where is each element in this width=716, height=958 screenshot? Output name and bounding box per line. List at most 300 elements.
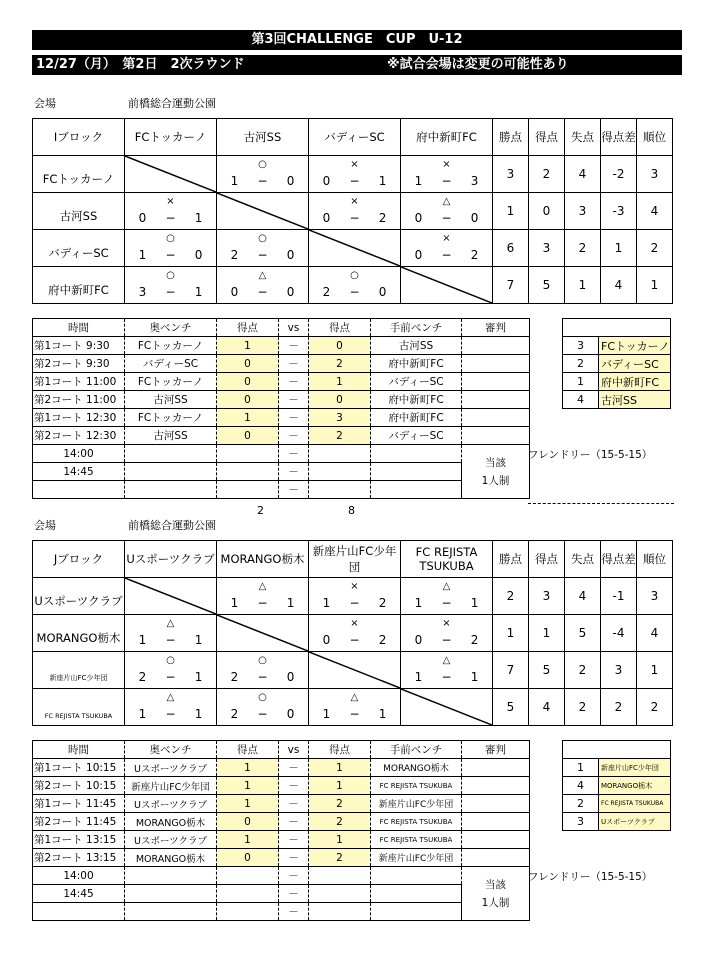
extra-home-score: [217, 867, 279, 885]
extra-away: [371, 885, 462, 903]
score-against: 2: [470, 633, 479, 647]
match-result-cell: [217, 689, 309, 726]
match-time: 第2コート 9:30: [33, 355, 125, 373]
extra-home: [125, 885, 217, 903]
rank-number: 4: [563, 391, 599, 409]
score: [401, 212, 492, 224]
score-dash: −: [257, 596, 268, 610]
home-team: Uスポーツクラブ: [125, 759, 217, 777]
match-row: [33, 373, 530, 391]
score: [125, 286, 216, 298]
home-score: 1: [217, 795, 279, 813]
referee: [462, 427, 530, 445]
score-for: 0: [414, 633, 423, 647]
score-against: 0: [470, 211, 479, 225]
extra-row: [33, 903, 530, 921]
stat-header: 勝点: [493, 541, 529, 578]
schedule-table: [32, 318, 530, 499]
team-row-name: MORANGO栃木: [33, 615, 125, 652]
extra-row: [33, 885, 530, 903]
extra-vs: －: [279, 481, 309, 499]
score-against: 3: [470, 174, 479, 188]
home-team: FCトッカーノ: [125, 409, 217, 427]
referee: [462, 795, 530, 813]
score: [401, 634, 492, 646]
score: [125, 634, 216, 646]
result-symbol: △: [442, 655, 451, 666]
score-for: 1: [138, 633, 147, 647]
score-against: 1: [286, 596, 295, 610]
match-result-cell: [217, 652, 309, 689]
diagonal-line: [217, 615, 308, 651]
stat-value: 2: [601, 689, 637, 726]
team-row-name: FCトッカーノ: [33, 156, 125, 193]
away-score: 0: [309, 337, 371, 355]
home-team: Uスポーツクラブ: [125, 831, 217, 849]
extra-away: [371, 481, 462, 499]
team-header: Uスポーツクラブ: [125, 541, 217, 578]
extra-home-score: [217, 885, 279, 903]
ranking-row: [563, 355, 671, 373]
score-against: 2: [378, 633, 387, 647]
extra-time: 14:45: [33, 885, 125, 903]
team-row-name: FC REJISTA TSUKUBA: [33, 689, 125, 726]
score-dash: −: [441, 248, 452, 262]
schedule-header: 奥ベンチ: [125, 319, 217, 337]
rank-team: 新座片山FC少年団: [599, 759, 671, 777]
stat-header: 得点差: [601, 541, 637, 578]
team-header: 新座片山FC少年団: [309, 541, 401, 578]
home-team: MORANGO栃木: [125, 849, 217, 867]
home-score: 1: [217, 777, 279, 795]
score-dash: −: [441, 670, 452, 684]
result-symbol: ×: [350, 159, 359, 170]
diagonal-line: [309, 652, 400, 688]
score-dash: −: [165, 248, 176, 262]
extra-time: [33, 481, 125, 499]
score-dash: −: [257, 285, 268, 299]
stat-value: 3: [637, 578, 673, 615]
match-result-cell: [125, 689, 217, 726]
diagonal-cell: [309, 652, 401, 689]
match-result-cell: [125, 615, 217, 652]
score-for: 2: [230, 670, 239, 684]
stat-value: 2: [493, 578, 529, 615]
result-symbol: ○: [166, 233, 175, 244]
home-score: 0: [217, 391, 279, 409]
schedule-table: [32, 740, 530, 921]
stat-value: 2: [637, 230, 673, 267]
stat-value: 6: [493, 230, 529, 267]
match-result-cell: [125, 652, 217, 689]
rank-number: 2: [563, 355, 599, 373]
score-for: 1: [230, 596, 239, 610]
stat-value: 1: [493, 193, 529, 230]
extra-row: [33, 445, 530, 463]
score-for: 1: [138, 248, 147, 262]
score-for: 2: [138, 670, 147, 684]
schedule-header: vs: [279, 319, 309, 337]
diagonal-line: [309, 230, 400, 266]
vs: －: [279, 813, 309, 831]
ranking-table: [562, 740, 671, 831]
score-for: 2: [230, 707, 239, 721]
result-symbol: ○: [258, 692, 267, 703]
match-time: 第1コート 11:45: [33, 795, 125, 813]
schedule-header: 得点: [217, 741, 279, 759]
away-team: 府中新町FC: [371, 409, 462, 427]
vs: －: [279, 777, 309, 795]
stat-value: 7: [493, 267, 529, 304]
rank-team: FC REJISTA TSUKUBA: [599, 795, 671, 813]
score-against: 0: [286, 174, 295, 188]
result-symbol: ○: [258, 655, 267, 666]
match-result-cell: [401, 652, 493, 689]
home-team: バディーSC: [125, 355, 217, 373]
home-team: 新座片山FC少年団: [125, 777, 217, 795]
away-score: 0: [309, 391, 371, 409]
team-row-name: 新座片山FC少年団: [33, 652, 125, 689]
note-ref: 当該: [485, 456, 506, 469]
match-time: 第1コート 11:00: [33, 373, 125, 391]
score-for: 1: [138, 707, 147, 721]
extra-row: [33, 463, 530, 481]
extra-away-score: [309, 463, 371, 481]
home-score: 1: [217, 337, 279, 355]
score-for: 0: [322, 174, 331, 188]
vs: －: [279, 391, 309, 409]
team-row-name: バディーSC: [33, 230, 125, 267]
away-score: 3: [309, 409, 371, 427]
ranking-row: [563, 813, 671, 831]
note-ref2: 1人制: [481, 896, 510, 909]
home-score: 0: [217, 373, 279, 391]
home-team: MORANGO栃木: [125, 813, 217, 831]
diagonal-line: [125, 578, 216, 614]
score-against: 0: [194, 248, 203, 262]
result-symbol: ×: [442, 159, 451, 170]
score-against: 1: [194, 633, 203, 647]
venue-label: 会場: [34, 97, 56, 110]
diagonal-cell: [309, 230, 401, 267]
block-name: Jブロック: [33, 541, 125, 578]
referee: [462, 759, 530, 777]
score-against: 1: [470, 596, 479, 610]
schedule-header: 得点: [217, 319, 279, 337]
ranking-row: [563, 337, 671, 355]
score: [401, 597, 492, 609]
result-symbol: △: [442, 581, 451, 592]
stat-value: 2: [637, 689, 673, 726]
score: [401, 671, 492, 683]
score: [125, 671, 216, 683]
score-against: 2: [378, 211, 387, 225]
referee: [462, 391, 530, 409]
match-row: [33, 813, 530, 831]
stat-value: 3: [637, 156, 673, 193]
extra-vs: －: [279, 903, 309, 921]
away-team: MORANGO栃木: [371, 759, 462, 777]
team-header: バディーSC: [309, 119, 401, 156]
stat-value: -1: [601, 578, 637, 615]
stat-value: 4: [601, 267, 637, 304]
result-symbol: ×: [350, 196, 359, 207]
referee: [462, 409, 530, 427]
away-score: 2: [309, 849, 371, 867]
away-score: 2: [309, 355, 371, 373]
rank-number: 3: [563, 813, 599, 831]
score-for: 3: [138, 285, 147, 299]
score-against: 1: [194, 285, 203, 299]
result-symbol: ○: [258, 233, 267, 244]
away-team: FC REJISTA TSUKUBA: [371, 777, 462, 795]
vs: －: [279, 831, 309, 849]
match-row: [33, 409, 530, 427]
rank-team: FCトッカーノ: [599, 337, 671, 355]
stat-header: 得点: [529, 541, 565, 578]
extra-away-score: [309, 481, 371, 499]
stat-value: 4: [565, 156, 601, 193]
extra-time: 14:00: [33, 445, 125, 463]
venue-change-note: ※試合会場は変更の可能性あり: [387, 57, 569, 72]
extra-time: 14:00: [33, 867, 125, 885]
stat-value: 5: [529, 652, 565, 689]
diagonal-cell: [217, 615, 309, 652]
result-symbol: △: [166, 618, 175, 629]
stat-header: 得点: [529, 119, 565, 156]
stat-value: 1: [529, 615, 565, 652]
result-symbol: ×: [350, 581, 359, 592]
rank-team: 府中新町FC: [599, 373, 671, 391]
match-result-cell: [125, 267, 217, 304]
stat-header: 勝点: [493, 119, 529, 156]
match-time: 第2コート 10:15: [33, 777, 125, 795]
score-dash: −: [257, 707, 268, 721]
friendly-note: フレンドリー（15-5-15）: [528, 449, 653, 461]
stat-value: 2: [565, 230, 601, 267]
match-time: 第2コート 12:30: [33, 427, 125, 445]
score-for: 2: [322, 285, 331, 299]
score: [217, 708, 308, 720]
match-result-cell: [401, 156, 493, 193]
rank-number: 1: [563, 373, 599, 391]
team-header: FCトッカーノ: [125, 119, 217, 156]
block-name: Iブロック: [33, 119, 125, 156]
match-row: [33, 427, 530, 445]
stat-value: 3: [493, 156, 529, 193]
match-time: 第2コート 13:15: [33, 849, 125, 867]
rank-number: 1: [563, 759, 599, 777]
team-row-name: 府中新町FC: [33, 267, 125, 304]
stat-value: 3: [565, 193, 601, 230]
ranking-row: [563, 777, 671, 795]
rank-team: バディーSC: [599, 355, 671, 373]
home-team: 古河SS: [125, 427, 217, 445]
schedule-header: 得点: [309, 319, 371, 337]
score-for: 0: [322, 211, 331, 225]
score: [217, 286, 308, 298]
score-dash: −: [257, 248, 268, 262]
match-result-cell: [401, 615, 493, 652]
away-score: 1: [309, 831, 371, 849]
score: [217, 249, 308, 261]
schedule-header: vs: [279, 741, 309, 759]
stat-value: 3: [529, 578, 565, 615]
score: [309, 175, 400, 187]
result-symbol: △: [166, 692, 175, 703]
extra-home-score: [217, 463, 279, 481]
stat-value: 5: [565, 615, 601, 652]
home-score: 1: [217, 409, 279, 427]
score-dash: −: [165, 670, 176, 684]
stat-value: 1: [565, 267, 601, 304]
team-row-name: Uスポーツクラブ: [33, 578, 125, 615]
match-time: 第1コート 12:30: [33, 409, 125, 427]
score-dash: −: [257, 670, 268, 684]
diagonal-line: [401, 267, 492, 303]
diagonal-line: [401, 689, 492, 725]
date-round: 12/27（月） 第2日 2次ラウンド: [36, 57, 245, 72]
score-against: 1: [378, 174, 387, 188]
home-score: 0: [217, 355, 279, 373]
stat-value: 4: [565, 578, 601, 615]
extra-away-score: [309, 867, 371, 885]
stat-header: 順位: [637, 119, 673, 156]
venue-name: 前橋総合運動公園: [128, 519, 216, 532]
score: [217, 671, 308, 683]
away-team: FC REJISTA TSUKUBA: [371, 813, 462, 831]
stat-value: 5: [529, 267, 565, 304]
venue-label: 会場: [34, 519, 56, 532]
away-team: 府中新町FC: [371, 355, 462, 373]
ranking-table: [562, 318, 671, 409]
extra-home-score: [217, 481, 279, 499]
score-dash: −: [349, 174, 360, 188]
stat-value: 2: [565, 652, 601, 689]
match-row: [33, 795, 530, 813]
stat-value: 1: [637, 652, 673, 689]
away-team: FC REJISTA TSUKUBA: [371, 831, 462, 849]
extra-away-score: [309, 885, 371, 903]
extra-home: [125, 867, 217, 885]
schedule-header: 審判: [462, 741, 530, 759]
score-for: 0: [414, 211, 423, 225]
referee: [462, 355, 530, 373]
rank-number: 4: [563, 777, 599, 795]
home-team: Uスポーツクラブ: [125, 795, 217, 813]
score-for: 1: [414, 596, 423, 610]
ranking-row: [563, 391, 671, 409]
score-against: 0: [286, 285, 295, 299]
stat-value: 0: [529, 193, 565, 230]
stat-value: 1: [601, 230, 637, 267]
score: [125, 212, 216, 224]
extra-vs: －: [279, 445, 309, 463]
match-result-cell: [309, 267, 401, 304]
schedule-header: 手前ベンチ: [371, 741, 462, 759]
match-result-cell: [401, 230, 493, 267]
rank-team: MORANGO栃木: [599, 777, 671, 795]
referee: [462, 849, 530, 867]
referee: [462, 373, 530, 391]
note-ref: 当該: [485, 878, 506, 891]
extra-away: [371, 445, 462, 463]
rank-team: Uスポーツクラブ: [599, 813, 671, 831]
stat-value: -3: [601, 193, 637, 230]
score-against: 0: [286, 248, 295, 262]
away-team: 府中新町FC: [371, 391, 462, 409]
score-against: 1: [378, 707, 387, 721]
match-row: [33, 355, 530, 373]
result-symbol: ○: [166, 270, 175, 281]
home-score: 0: [217, 427, 279, 445]
referee-note: [462, 445, 530, 499]
score-dash: −: [165, 211, 176, 225]
score-dash: −: [349, 707, 360, 721]
stat-value: -4: [601, 615, 637, 652]
extra-row: [33, 481, 530, 499]
home-score: 0: [217, 849, 279, 867]
away-team: 新座片山FC少年団: [371, 849, 462, 867]
score: [217, 597, 308, 609]
total-left: 2: [257, 504, 264, 517]
result-symbol: ×: [166, 196, 175, 207]
diagonal-cell: [125, 578, 217, 615]
vs: －: [279, 795, 309, 813]
vs: －: [279, 355, 309, 373]
referee: [462, 777, 530, 795]
team-header: FC REJISTA TSUKUBA: [401, 541, 493, 578]
result-symbol: △: [442, 196, 451, 207]
diagonal-cell: [217, 193, 309, 230]
score: [125, 708, 216, 720]
stat-header: 順位: [637, 541, 673, 578]
stat-value: 4: [529, 689, 565, 726]
score: [309, 708, 400, 720]
match-row: [33, 849, 530, 867]
score-for: 0: [414, 248, 423, 262]
total-right: 8: [348, 504, 355, 517]
vs: －: [279, 373, 309, 391]
away-score: 1: [309, 373, 371, 391]
score-against: 0: [286, 670, 295, 684]
extra-row: [33, 867, 530, 885]
score-dash: −: [349, 633, 360, 647]
match-result-cell: [217, 230, 309, 267]
stat-value: 2: [529, 156, 565, 193]
match-row: [33, 831, 530, 849]
dashed-rule: [528, 503, 674, 504]
away-score: 1: [309, 759, 371, 777]
score-against: 0: [378, 285, 387, 299]
stat-value: 5: [493, 689, 529, 726]
vs: －: [279, 849, 309, 867]
score-dash: −: [257, 174, 268, 188]
extra-home: [125, 481, 217, 499]
score-for: 1: [230, 174, 239, 188]
match-row: [33, 391, 530, 409]
stat-value: 3: [529, 230, 565, 267]
schedule-header: 時間: [33, 741, 125, 759]
rank-number: 3: [563, 337, 599, 355]
score-for: 0: [138, 211, 147, 225]
match-time: 第1コート 9:30: [33, 337, 125, 355]
note-ref2: 1人制: [481, 474, 510, 487]
extra-away-score: [309, 903, 371, 921]
schedule-header: 奥ベンチ: [125, 741, 217, 759]
away-score: 1: [309, 777, 371, 795]
diagonal-cell: [401, 267, 493, 304]
